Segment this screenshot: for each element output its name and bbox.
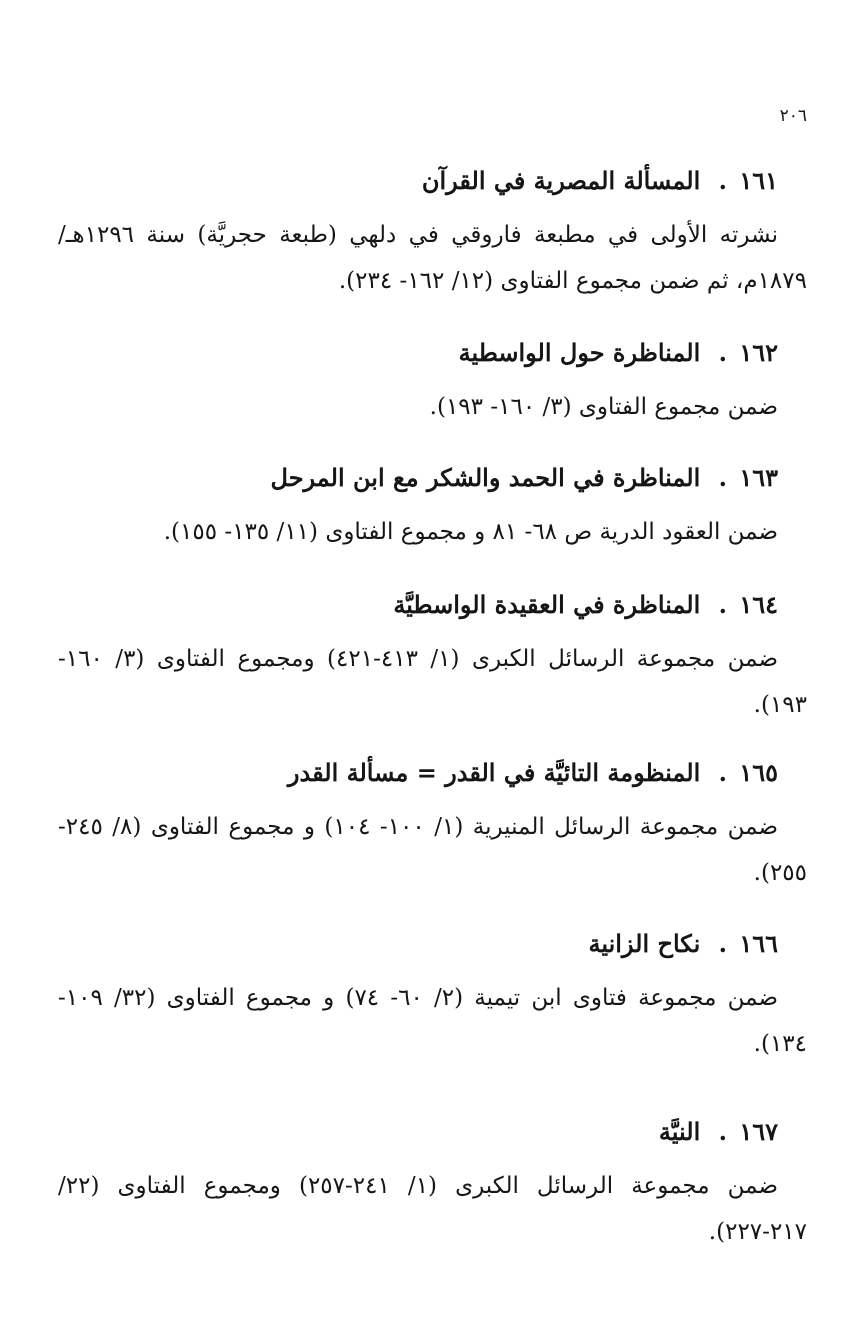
entry-number: ١٦٦ <box>739 929 778 958</box>
entry-161 <box>58 164 807 304</box>
entry-separator: . <box>718 1117 727 1146</box>
entry-163 <box>58 461 807 555</box>
entry-title <box>58 336 778 370</box>
entry-number: ١٦٧ <box>739 1117 778 1146</box>
entry-title <box>58 461 778 495</box>
entry-164 <box>58 588 807 728</box>
entry-title-text: المناظرة حول الواسطية <box>458 338 701 367</box>
entry-separator: . <box>718 463 727 492</box>
entry-number: ١٦٣ <box>739 463 778 492</box>
entry-separator: . <box>718 590 727 619</box>
page-number: ٢٠٦ <box>779 106 807 126</box>
entry-separator: . <box>718 758 727 787</box>
entry-text: ضمن مجموعة الرسائل الكبرى (١/ ٤١٣-٤٢١) ومجموع الفتاوى (٣/ ١٦٠- ١٩٣). <box>58 646 807 718</box>
entry-text: ضمن مجموعة الرسائل الكبرى (١/ ٢٤١-٢٥٧) ومجموع الفتاوى (٢٢/ ٢١٧-٢٢٧). <box>58 1173 807 1245</box>
entry-separator: . <box>718 929 727 958</box>
entry-text: ضمن مجموعة الرسائل المنيرية (١/ ١٠٠- ١٠٤) و مجموع الفتاوى (٨/ ٢٤٥- ٢٥٥). <box>58 814 807 886</box>
entry-text: نشرته الأولى في مطبعة فاروقي في دلهي (طبعة حجريَّة) سنة ١٢٩٦هـ/ ١٨٧٩م، ثم ضمن مجموع الفتاوى (١٢/ ١٦٢- ٢٣٤). <box>58 222 807 294</box>
entry-title-text: نكاح الزانية <box>588 929 701 958</box>
entry-title <box>58 927 778 961</box>
entry-title-text: المناظرة في الحمد والشكر مع ابن المرحل <box>270 463 701 492</box>
entry-separator: . <box>718 338 727 367</box>
entry-162 <box>58 336 807 430</box>
entry-title <box>58 588 778 622</box>
entry-title-text: المسألة المصرية في القرآن <box>421 166 701 195</box>
entry-title <box>58 756 778 790</box>
entry-165 <box>58 756 807 896</box>
entry-number: ١٦٤ <box>739 590 778 619</box>
entry-title-text: المنظومة التائيَّة في القدر = مسألة القدر <box>287 758 701 787</box>
entry-title <box>58 1115 778 1149</box>
entry-title-text: النيَّة <box>658 1117 701 1146</box>
entry-166 <box>58 927 807 1067</box>
entry-text: ضمن مجموعة فتاوى ابن تيمية (٢/ ٦٠- ٧٤) و مجموع الفتاوى (٣٢/ ١٠٩- ١٣٤). <box>58 985 807 1057</box>
entry-number: ١٦٥ <box>739 758 778 787</box>
entry-separator: . <box>718 166 727 195</box>
entry-number: ١٦١ <box>739 166 778 195</box>
entry-title-text: المناظرة في العقيدة الواسطيَّة <box>393 590 701 619</box>
entry-167 <box>58 1115 807 1255</box>
entry-number: ١٦٢ <box>739 338 778 367</box>
entry-title <box>58 164 778 198</box>
entry-text: ضمن العقود الدرية ص ٦٨- ٨١ و مجموع الفتاوى (١١/ ١٣٥- ١٥٥). <box>163 519 778 545</box>
entry-text: ضمن مجموع الفتاوى (٣/ ١٦٠- ١٩٣). <box>429 394 778 420</box>
